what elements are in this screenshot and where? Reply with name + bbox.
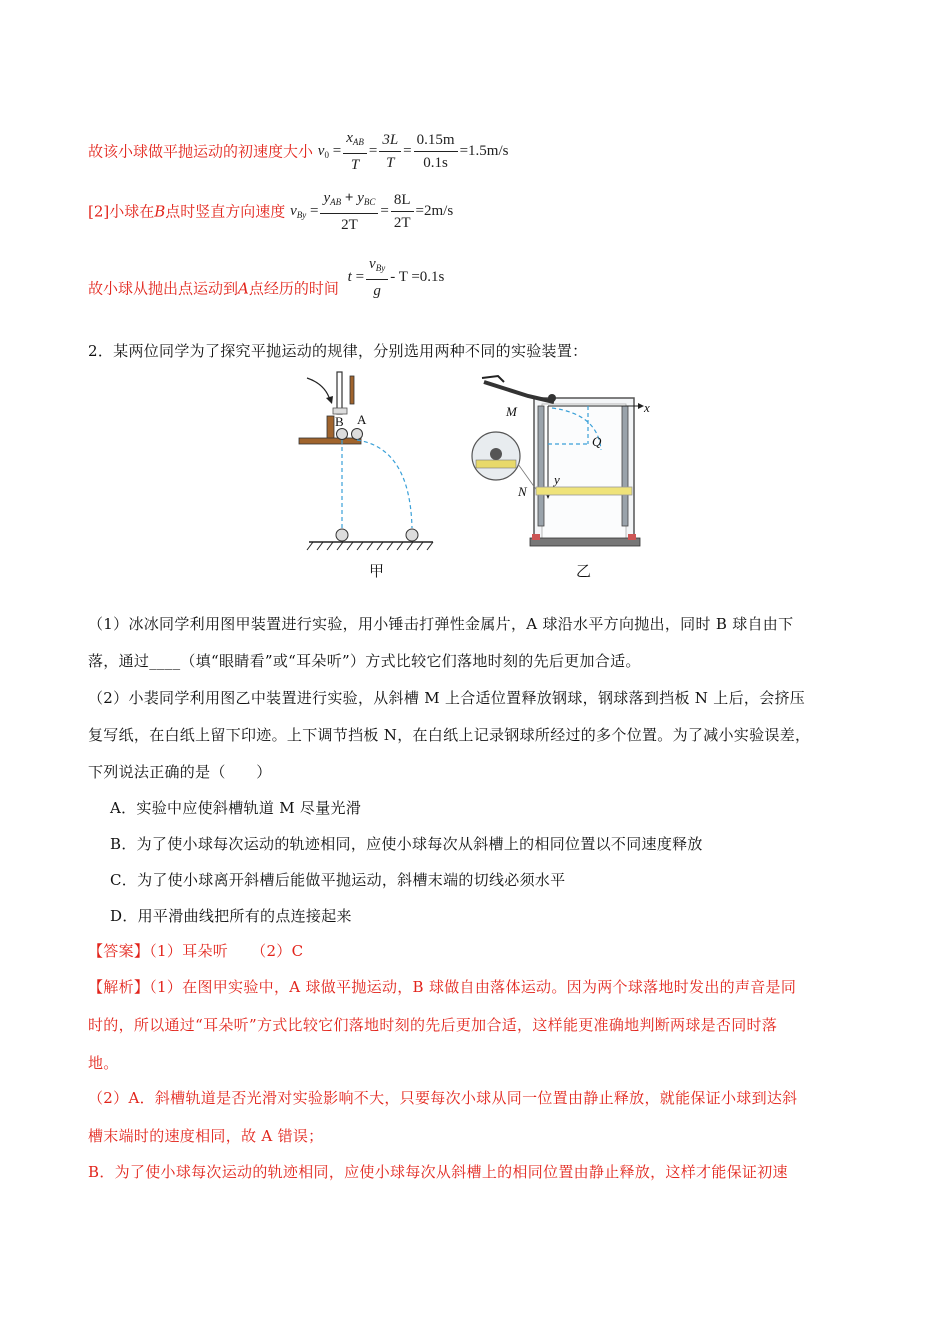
option-b: B．为了使小球每次运动的轨迹相同，应使小球每次从斜槽上的相同位置以不同速度释放: [110, 835, 703, 853]
frac-num: x: [346, 130, 353, 146]
symbol-v: v: [290, 202, 297, 219]
analysis-line6: B．为了使小球每次运动的轨迹相同，应使小球每次从斜槽上的相同位置由静止释放，这样才能保证初速: [88, 1163, 788, 1181]
frac-num: 3L: [379, 130, 401, 152]
ball-a-landed: [406, 529, 418, 541]
frac-num-sub: AB: [352, 137, 364, 147]
frac-den: g: [373, 283, 381, 299]
analysis-line2: 时的，所以通过“耳朵听”方式比较它们落地时刻的先后更加合适，这样能更准确地判断两球是否同时落: [88, 1016, 778, 1034]
frac-den: 2T: [393, 215, 411, 231]
analysis-line3: 地。: [88, 1054, 119, 1072]
inset-plate: [476, 460, 516, 468]
steel-ball: [548, 394, 556, 402]
option-a: A．实验中应使斜槽轨道 M 尽量光滑: [110, 799, 362, 817]
symbol-t: t: [347, 268, 352, 285]
frac-num: 8L: [391, 190, 414, 212]
label-m: M: [506, 404, 517, 419]
frac-num: 0.15m: [414, 130, 458, 152]
trajectory-a: [357, 440, 412, 528]
question-stem: 2．某两位同学为了探究平抛运动的规律，分别选用两种不同的实验装置：: [88, 342, 588, 360]
symbol-v: v: [317, 142, 325, 159]
fraction-yab-ybc-over-2t: [320, 188, 378, 235]
formula-rest: - T =0.1s: [390, 268, 445, 285]
rail-right: [622, 406, 628, 526]
label-x: x: [644, 400, 650, 415]
solution-line-initial-speed: [88, 128, 508, 175]
analysis-line5: 槽末端时的速度相同，故 A 错误；: [88, 1127, 324, 1145]
arrow-icon: [307, 378, 330, 400]
option-d: D．用平滑曲线把所有的点连接起来: [110, 907, 352, 925]
label-y: y: [554, 472, 560, 487]
fraction-numeric: [414, 130, 458, 173]
label-n: N: [518, 484, 527, 499]
part1-line2: 落，通过____（填“眼睛看”或“耳朵听”）方式比较它们落地时刻的先后更加合适。: [88, 652, 641, 670]
formula-vertical-speed: $v_{By}$ = $\frac{y_{AB} + y_{BC}}{2T}$ = $\frac{8L}{2T}$ =2m/s: [290, 190, 454, 233]
answer-text: （1）耳朵听 （2）C: [149, 942, 304, 960]
ball-b: [337, 429, 348, 440]
symbol-v-sub: 0: [324, 149, 329, 160]
part2-line1: （2）小裴同学利用图乙中装置进行实验，从斜槽 M 上合适位置释放钢球，钢球落到挡板 N 上后，会挤压: [88, 689, 806, 707]
fraction-vby-over-g: [366, 254, 388, 301]
ball-b-landed: [336, 529, 348, 541]
figure-yi: [468, 372, 668, 554]
foot-left: [532, 534, 540, 540]
foot-right: [628, 534, 636, 540]
ground-hatch: [307, 542, 433, 550]
frac-den: T: [350, 157, 360, 173]
formula-initial-speed: $v_0$ = $\frac{x_{AB}}{T}$ = $\frac{3L}{T}$ = $\frac{0.15m}{0.1s}$ =1.5m/s: [317, 130, 509, 173]
point-b: B: [154, 202, 166, 221]
fraction-8l-over-2t: [391, 190, 414, 233]
frac-den: 0.1s: [423, 155, 448, 171]
answer-line: [88, 940, 303, 961]
frac-num-b: y: [357, 190, 364, 206]
solution-text: 故该小球做平抛运动的初速度大小: [88, 142, 314, 161]
rail-left: [538, 406, 544, 526]
frac-num: v: [369, 256, 376, 272]
analysis-line4: （2）A．斜槽轨道是否光滑对实验影响不大，只要每次小球从同一位置由静止释放，就能保证小球到达斜: [88, 1089, 798, 1107]
label-q: Q: [592, 434, 602, 449]
analysis-line1: [88, 976, 796, 997]
plate-n: [536, 487, 632, 495]
part1-line1: （1）冰冰同学利用图甲装置进行实验，用小锤击打弹性金属片，A 球沿水平方向抛出，同时 B 球自由下: [88, 615, 794, 633]
frac-num-b-sub: BC: [363, 197, 376, 207]
frac-num-sub: By: [375, 263, 386, 273]
frac-num-a-sub: AB: [330, 197, 342, 207]
figure-caption-jia: 甲: [369, 562, 385, 580]
ball-a: [352, 429, 363, 440]
solution-prefix: 故小球从抛出点运动到: [88, 279, 239, 298]
frac-num-a: y: [323, 190, 331, 206]
symbol-v-sub: By: [296, 209, 307, 220]
fraction-3l-over-t: [379, 130, 401, 173]
formula-result: =1.5m/s: [459, 142, 509, 159]
formula-result: =2m/s: [415, 202, 454, 219]
hammer-rod: [350, 376, 354, 404]
fraction-xab-over-t: [343, 128, 367, 175]
plus-sign: +: [341, 190, 358, 206]
analysis-text-1: （1）在图甲实验中，A 球做平抛运动，B 球做自由落体运动。因为两个球落地时发出的声音是同: [149, 978, 797, 996]
solution-line-vertical-speed: [88, 188, 453, 235]
option-c: C．为了使小球离开斜槽后能做平抛运动，斜槽末端的切线必须水平: [110, 871, 566, 889]
label-a: A: [357, 412, 367, 427]
stand-base: [299, 438, 361, 444]
analysis-label: 【解析】: [88, 978, 150, 996]
figure-jia: [295, 368, 445, 553]
inset-ball: [490, 448, 502, 460]
figure-caption-yi: 乙: [576, 562, 592, 580]
arrow-head-icon: [326, 396, 333, 404]
base: [530, 538, 640, 546]
solution-text: 点时竖直方向速度: [165, 202, 286, 221]
formula-time: t = $\frac{v_{By}}{g}$ - T =0.1s: [347, 256, 445, 299]
answer-label: 【答案】: [88, 942, 150, 960]
point-a: A: [238, 279, 249, 298]
part2-line3: 下列说法正确的是（ ）: [88, 763, 272, 781]
frac-den: 2T: [341, 217, 358, 233]
chute-m: [484, 382, 554, 402]
solution-prefix: [2]小球在: [88, 202, 155, 221]
solution-line-time: [88, 254, 444, 301]
solution-text: 点经历的时间: [248, 279, 339, 298]
part2-line2: 复写纸，在白纸上留下印迹。上下调节挡板 N，在白纸上记录钢球所经过的多个位置。为了减小实验误差，: [88, 726, 811, 744]
label-b: B: [335, 414, 344, 429]
frac-den: T: [386, 155, 395, 171]
